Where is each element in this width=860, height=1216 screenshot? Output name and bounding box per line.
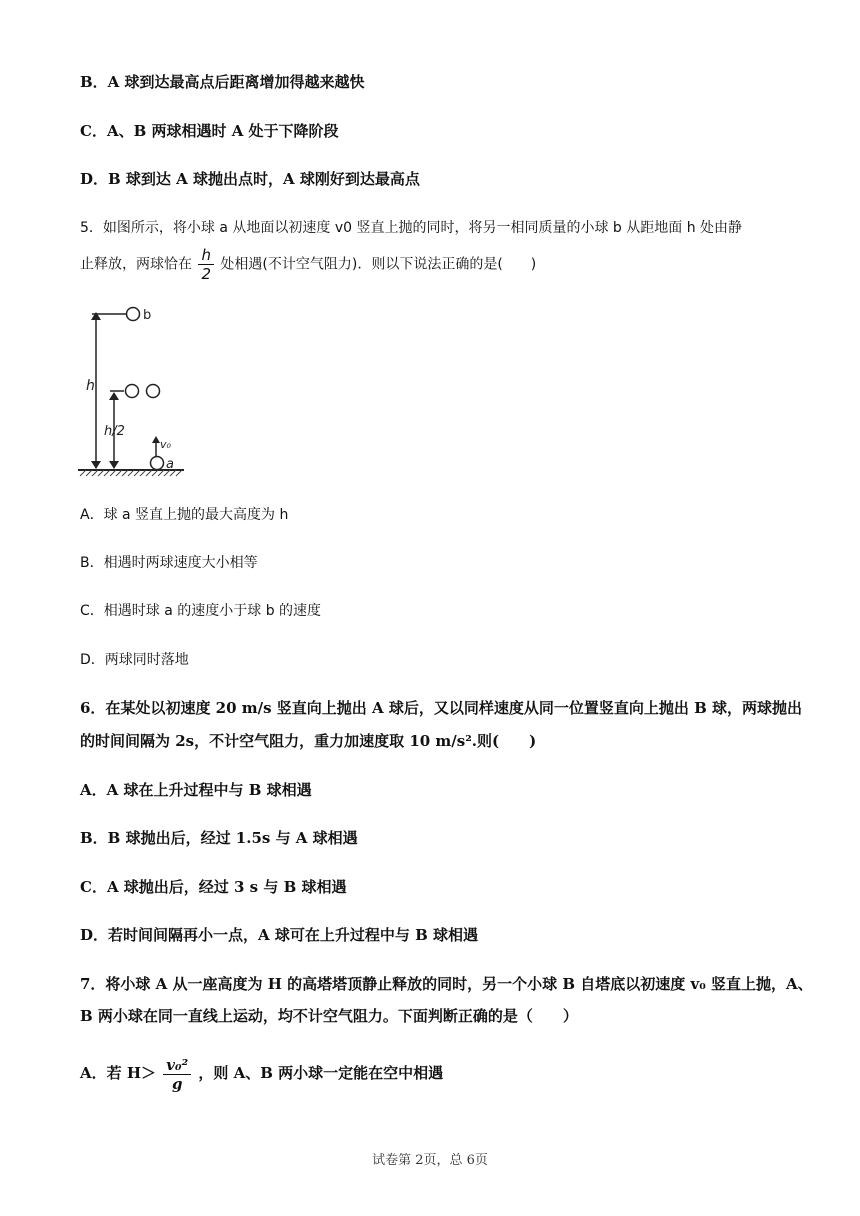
label-h-half: h/2 — [104, 424, 125, 439]
ball-meet-2 — [147, 385, 160, 398]
q5-option-a: A．球 a 竖直上抛的最大高度为 h — [80, 507, 289, 523]
ball-a — [151, 457, 164, 470]
label-h: h — [86, 378, 95, 394]
label-v0: v₀ — [160, 438, 171, 451]
q7-option-a-post: ，则 A、B 两小球一定能在空中相遇 — [198, 1064, 444, 1082]
page-footer: 试卷第 2页，总 6页 — [372, 1153, 488, 1168]
q5-stem-pre: 止释放，两球恰在 — [80, 256, 192, 273]
q7-stem-line-2: B 两小球在同一直线上运动，均不计空气阻力。下面判断正确的是（ ） — [80, 1007, 578, 1025]
q5-figure — [76, 298, 186, 483]
q5-option-b: B．相遇时两球速度大小相等 — [80, 555, 258, 571]
q5-stem-line-1: 5．如图所示，将小球 a 从地面以初速度 v0 竖直上抛的同时，将另一相同质量的小球 b 从距地面 h 处由静 — [80, 220, 743, 236]
q4-option-c: C．A、B 两球相遇时 A 处于下降阶段 — [80, 122, 339, 140]
q6-option-a: A．A 球在上升过程中与 B 球相遇 — [80, 781, 312, 799]
label-b: b — [143, 308, 152, 323]
q7-option-a — [80, 1053, 443, 1093]
q4-option-b: B．A 球到达最高点后距离增加得越来越快 — [80, 73, 365, 91]
q5-option-c: C．相遇时球 a 的速度小于球 b 的速度 — [80, 603, 322, 619]
q5-fraction-h-over-2 — [198, 246, 214, 283]
ball-b — [127, 308, 140, 321]
q5-stem-post: 处相遇(不计空气阻力)．则以下说法正确的是( ) — [220, 256, 537, 273]
q7-stem-line-1: 7．将小球 A 从一座高度为 H 的高塔塔顶静止释放的同时，另一个小球 B 自塔底以初速度 v₀ 竖直上抛，A、 — [80, 975, 813, 993]
q4-option-d: D．B 球到达 A 球抛出点时，A 球刚好到达最高点 — [80, 170, 420, 188]
q6-option-d: D．若时间间隔再小一点，A 球可在上升过程中与 B 球相遇 — [80, 926, 478, 944]
fraction-denominator: 2 — [201, 265, 211, 283]
q7-option-a-pre: A．若 H＞ — [80, 1064, 157, 1082]
q6-stem-line-1: 6．在某处以初速度 20 m/s 竖直向上抛出 A 球后，又以同样速度从同一位置竖直向上抛出 B 球，两球抛出 — [80, 699, 802, 717]
fraction-numerator: h — [198, 246, 214, 265]
q5-stem-line-2 — [80, 246, 536, 283]
fraction-denominator: g — [171, 1074, 183, 1093]
q6-option-b: B．B 球抛出后，经过 1.5s 与 A 球相遇 — [80, 829, 358, 847]
label-a: a — [166, 457, 174, 472]
ball-meet-1 — [126, 385, 139, 398]
q6-stem-line-2: 的时间间隔为 2s，不计空气阻力，重力加速度取 10 m/s².则( ) — [80, 732, 537, 750]
q5-option-d: D．两球同时落地 — [80, 652, 189, 668]
q7-fraction-v0sq-over-g — [163, 1056, 191, 1093]
fraction-numerator: v₀² — [163, 1056, 191, 1075]
q6-option-c: C．A 球抛出后，经过 3 s 与 B 球相遇 — [80, 878, 347, 896]
